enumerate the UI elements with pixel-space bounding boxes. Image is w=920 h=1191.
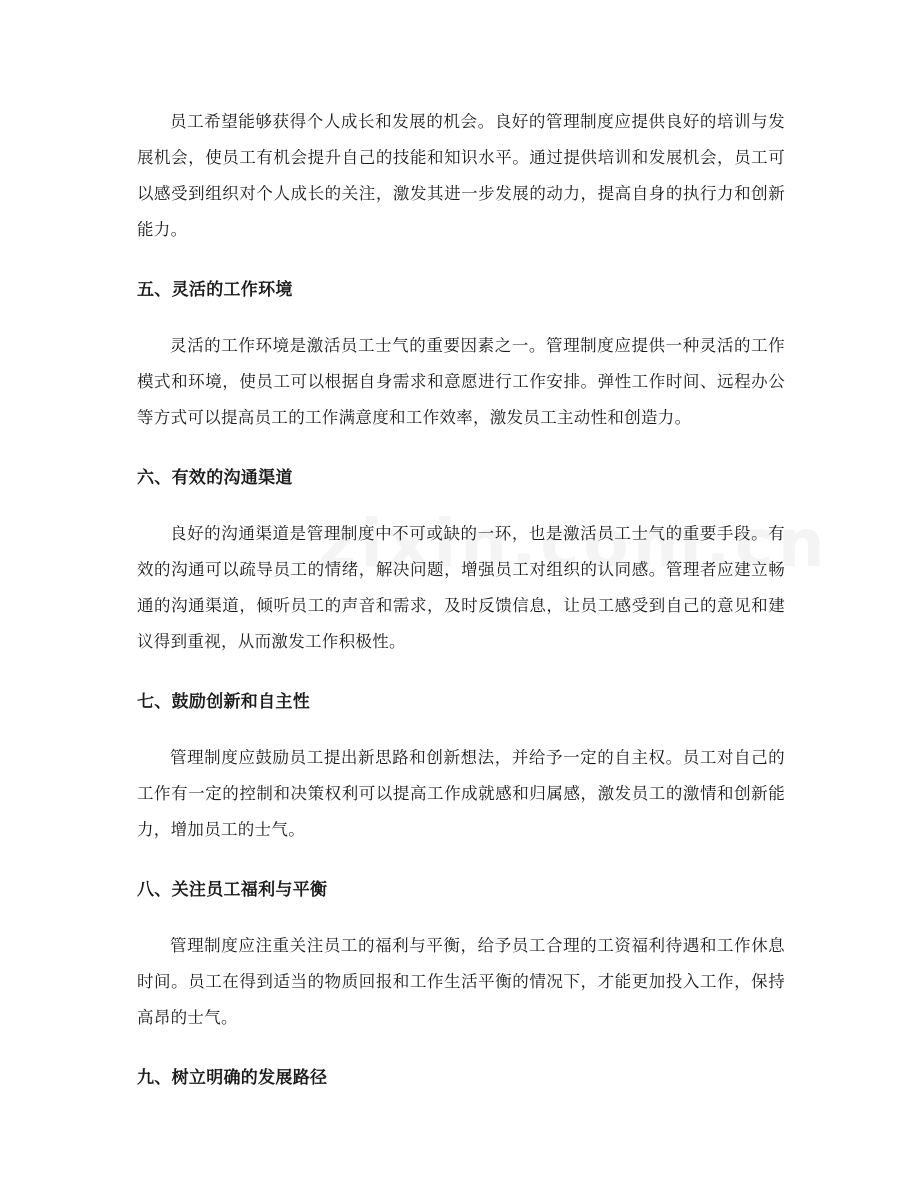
- paragraph-welfare: 管理制度应注重关注员工的福利与平衡，给予员工合理的工资福利待遇和工作休息时间。员工在得到适当的物质回报和工作生活平衡的情况下，才能更加投入工作，保持高昂的士气。: [137, 936, 785, 1027]
- heading-flexible-environment: 五、灵活的工作环境: [137, 280, 293, 300]
- paragraph-flexible-environment: 灵活的工作环境是激活员工士气的重要因素之一。管理制度应提供一种灵活的工作模式和环境，使员工可以根据自身需求和意愿进行工作安排。弹性工作时间、远程办公等方式可以提高员工的工作满意度和工作效率，激发员工主动性和创造力。: [137, 336, 785, 427]
- paragraph-communication: 良好的沟通渠道是管理制度中不可或缺的一环，也是激活员工士气的重要手段。有效的沟通可以疏导员工的情绪，解决问题，增强员工对组织的认同感。管理者应建立畅通的沟通渠道，倾听员工的声音和需求，及时反馈信息，让员工感受到自己的意见和建议得到重视，从而激发工作积极性。: [137, 524, 785, 651]
- heading-development-path: 九、树立明确的发展路径: [137, 1068, 328, 1088]
- heading-welfare: 八、关注员工福利与平衡: [137, 880, 328, 900]
- heading-innovation: 七、鼓励创新和自主性: [137, 692, 310, 712]
- heading-communication: 六、有效的沟通渠道: [137, 468, 293, 488]
- paragraph-growth: 员工希望能够获得个人成长和发展的机会。良好的管理制度应提供良好的培训与发展机会，使员工有机会提升自己的技能和知识水平。通过提供培训和发展机会，员工可以感受到组织对个人成长的关注，激发其进一步发展的动力，提高自身的执行力和创新能力。: [137, 112, 785, 239]
- paragraph-innovation: 管理制度应鼓励员工提出新思路和创新想法，并给予一定的自主权。员工对自己的工作有一定的控制和决策权利可以提高工作成就感和归属感，激发员工的激情和创新能力，增加员工的士气。: [137, 748, 785, 839]
- document-body: [137, 104, 785, 1096]
